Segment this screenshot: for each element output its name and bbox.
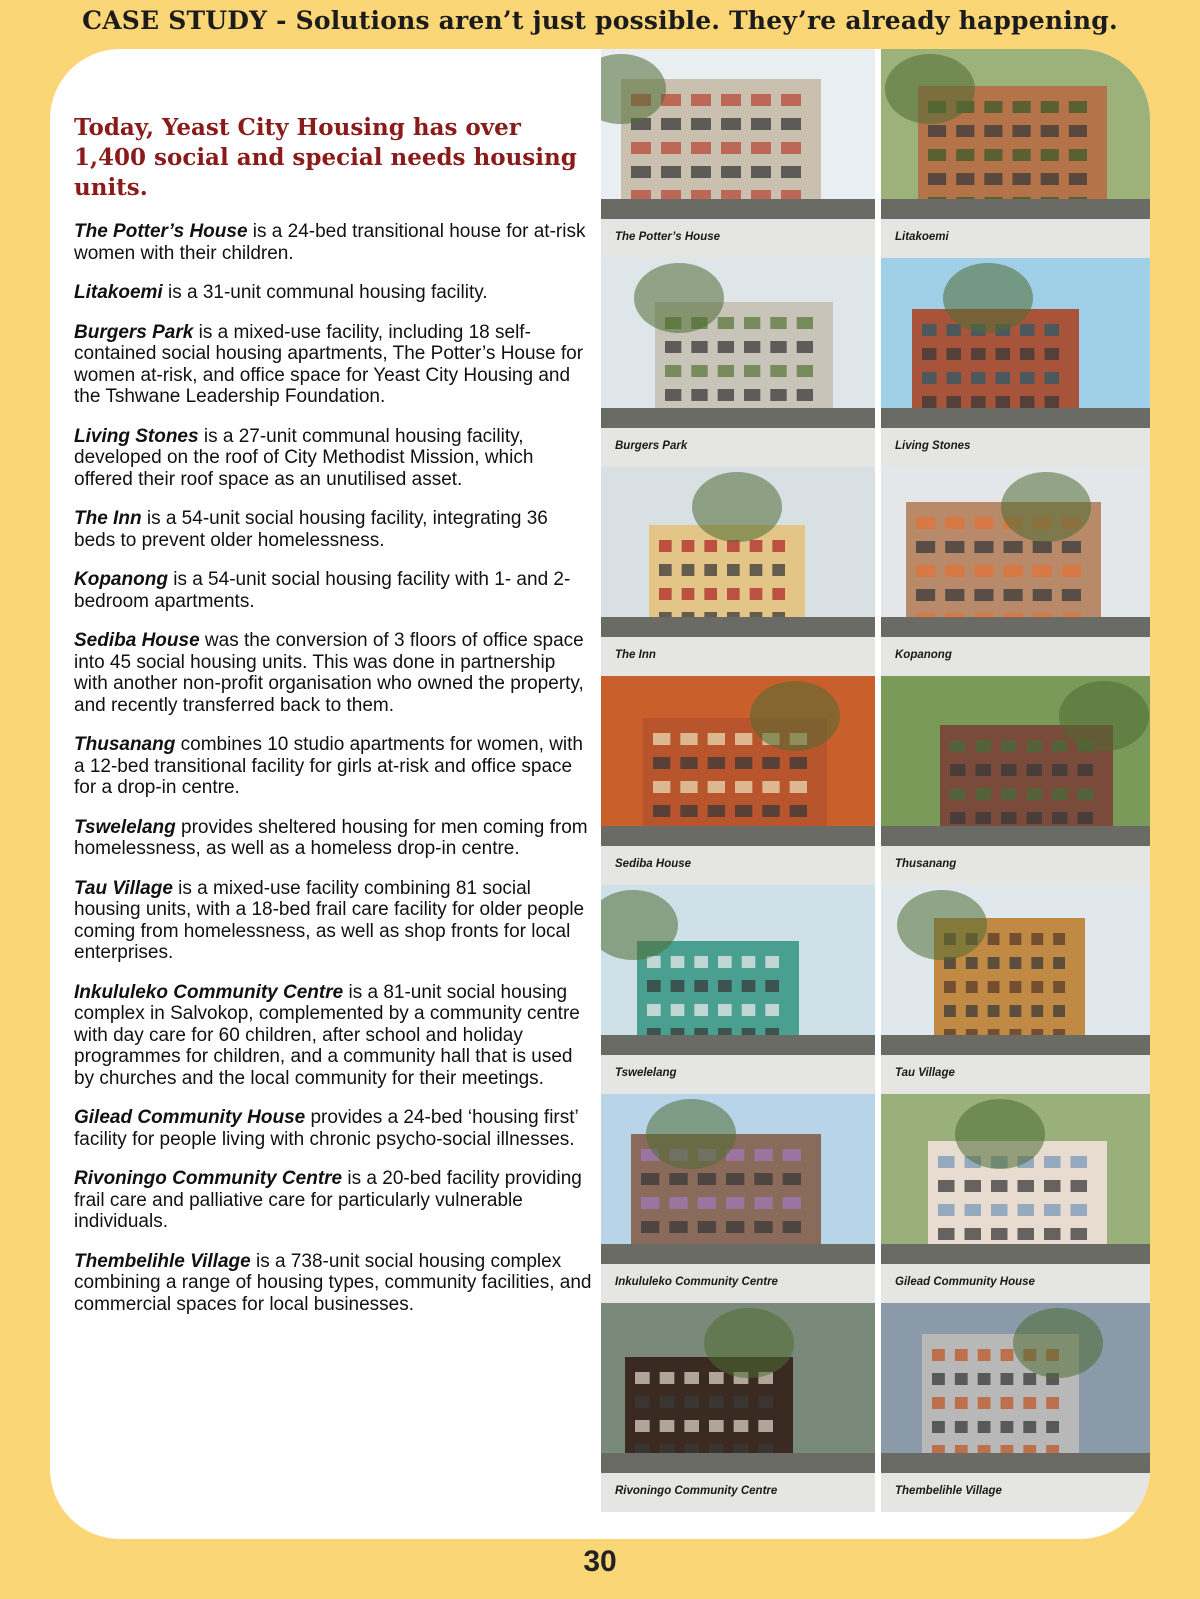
facility-name: The Inn bbox=[74, 508, 142, 529]
facility-entry bbox=[74, 878, 594, 964]
facility-entry bbox=[74, 569, 594, 612]
photo-card bbox=[601, 676, 875, 885]
facility-description: is a 54-unit social housing facility, integrating 36 beds to prevent older homelessness. bbox=[74, 508, 548, 551]
facility-name: Living Stones bbox=[74, 425, 199, 447]
headline: Today, Yeast City Housing has over 1,400 social and special needs housing units. bbox=[74, 114, 577, 201]
facility-entry bbox=[74, 982, 594, 1090]
text-column bbox=[74, 113, 594, 1333]
photo-card bbox=[881, 258, 1150, 467]
photo-caption: Thusanang bbox=[895, 858, 957, 870]
facility-description: is a 31-unit communal housing facility. bbox=[162, 282, 488, 303]
photo-caption: Sediba House bbox=[615, 858, 692, 870]
photo-card bbox=[881, 885, 1150, 1094]
building-photo bbox=[601, 467, 875, 637]
facility-description: provides a 24-bed ‘housing first’ facility for people living with chronic psycho-social illnesses. bbox=[74, 1107, 579, 1150]
facility-name: Litakoemi bbox=[74, 282, 163, 303]
page-header: CASE STUDY - Solutions aren’t just possible. They’re already happening. bbox=[82, 6, 1118, 35]
photo-caption: Rivoningo Community Centre bbox=[615, 1485, 778, 1497]
page-number: 30 bbox=[583, 1545, 617, 1578]
facility-name: Tau Village bbox=[74, 877, 173, 899]
building-photo bbox=[601, 49, 875, 219]
photo-card bbox=[601, 467, 875, 676]
photo-caption: Kopanong bbox=[895, 649, 952, 661]
photo-caption: Tswelelang bbox=[615, 1067, 677, 1079]
photo-card bbox=[881, 467, 1150, 676]
photo-caption: Burgers Park bbox=[615, 440, 688, 452]
facility-entry bbox=[74, 426, 594, 491]
photo-caption: Tau Village bbox=[895, 1067, 955, 1079]
building-photo bbox=[601, 885, 875, 1055]
facility-description: is a 20-bed facility providing frail care and palliative care for particularly vulnerable individuals. bbox=[74, 1168, 582, 1232]
photo-card bbox=[881, 1094, 1150, 1303]
facility-entry bbox=[74, 630, 594, 716]
photo-card bbox=[881, 1303, 1150, 1512]
facility-entry bbox=[74, 1168, 594, 1233]
building-photo bbox=[881, 676, 1150, 846]
building-photo bbox=[601, 1303, 875, 1473]
facility-entry bbox=[74, 508, 594, 551]
building-photo bbox=[881, 467, 1150, 637]
photo-card bbox=[601, 885, 875, 1094]
facility-name: Thembelihle Village bbox=[74, 1250, 251, 1272]
facility-description: is a 24-bed transitional house for at-risk women with their children. bbox=[74, 221, 586, 264]
building-photo bbox=[881, 1303, 1150, 1473]
entries-list bbox=[74, 221, 594, 1315]
photo-caption: Gilead Community House bbox=[895, 1276, 1035, 1288]
photo-caption: The Inn bbox=[615, 649, 656, 661]
facility-entry bbox=[74, 734, 594, 799]
content-panel bbox=[50, 49, 1150, 1539]
facility-name: Gilead Community House bbox=[74, 1107, 306, 1128]
photo-grid bbox=[601, 49, 1150, 1539]
facility-description: is a 738-unit social housing complex combining a range of housing types, community facilities, and commercial spaces for local businesses. bbox=[74, 1250, 592, 1315]
building-photo bbox=[881, 1094, 1150, 1264]
facility-entry bbox=[74, 1107, 594, 1150]
photo-card bbox=[601, 1303, 875, 1512]
photo-caption: Litakoemi bbox=[895, 231, 949, 243]
facility-description: was the conversion of 3 floors of office space into 45 social housing units. This was done in partnership with another non-profit organisation who owned the property, and recently transferred back to them. bbox=[74, 630, 584, 716]
facility-entry bbox=[74, 322, 594, 408]
facility-name: Sediba House bbox=[74, 630, 200, 651]
photo-caption: Living Stones bbox=[895, 440, 971, 452]
photo-caption: Thembelihle Village bbox=[895, 1485, 1002, 1497]
building-photo bbox=[601, 1094, 875, 1264]
facility-name: Burgers Park bbox=[74, 321, 194, 343]
building-photo bbox=[881, 885, 1150, 1055]
facility-name: Kopanong bbox=[74, 569, 168, 590]
facility-description: is a 54-unit social housing facility with 1- and 2-bedroom apartments. bbox=[74, 569, 571, 612]
photo-card bbox=[601, 1094, 875, 1303]
building-photo bbox=[601, 258, 875, 428]
facility-entry bbox=[74, 282, 594, 304]
facility-name: The Potter’s House bbox=[74, 221, 248, 242]
facility-description: combines 10 studio apartments for women, with a 12-bed transitional facility for girls at-risk and office space for a drop-in centre. bbox=[74, 734, 583, 798]
facility-name: Rivoningo Community Centre bbox=[74, 1168, 343, 1189]
building-photo bbox=[881, 49, 1150, 219]
photo-card bbox=[881, 676, 1150, 885]
photo-card bbox=[601, 49, 875, 258]
facility-description: is a 27-unit communal housing facility, developed on the roof of City Methodist Mission, which offered their roof space as an unutilised asset. bbox=[74, 425, 534, 490]
facility-entry bbox=[74, 817, 594, 860]
facility-description: is a mixed-use facility combining 81 social housing units, with a 18-bed frail care facility for older people coming from homelessness, as well as shop fronts for local enterprises. bbox=[74, 877, 585, 963]
photo-caption: The Potter’s House bbox=[615, 231, 721, 243]
facility-name: Tswelelang bbox=[74, 816, 176, 838]
building-photo bbox=[601, 676, 875, 846]
facility-name: Inkululeko Community Centre bbox=[74, 981, 344, 1003]
photo-card bbox=[601, 258, 875, 467]
photo-card bbox=[881, 49, 1150, 258]
facility-description: provides sheltered housing for men coming from homelessness, as well as a homeless drop-in centre. bbox=[74, 816, 588, 859]
building-photo bbox=[881, 258, 1150, 428]
facility-description: is a 81-unit social housing complex in Salvokop, complemented by a community centre with day care for 60 children, after school and holiday programmes for children, and a community hall that is used by churches and the local community for their meetings. bbox=[74, 981, 580, 1089]
facility-name: Thusanang bbox=[74, 734, 176, 755]
facility-entry bbox=[74, 221, 594, 264]
photo-caption: Inkululeko Community Centre bbox=[615, 1276, 778, 1288]
facility-description: is a mixed-use facility, including 18 self-contained social housing apartments, The Potter’s House for women at-risk, and office space for Yeast City Housing and the Tshwane Leadership Foundation. bbox=[74, 321, 584, 407]
facility-entry bbox=[74, 1251, 594, 1316]
